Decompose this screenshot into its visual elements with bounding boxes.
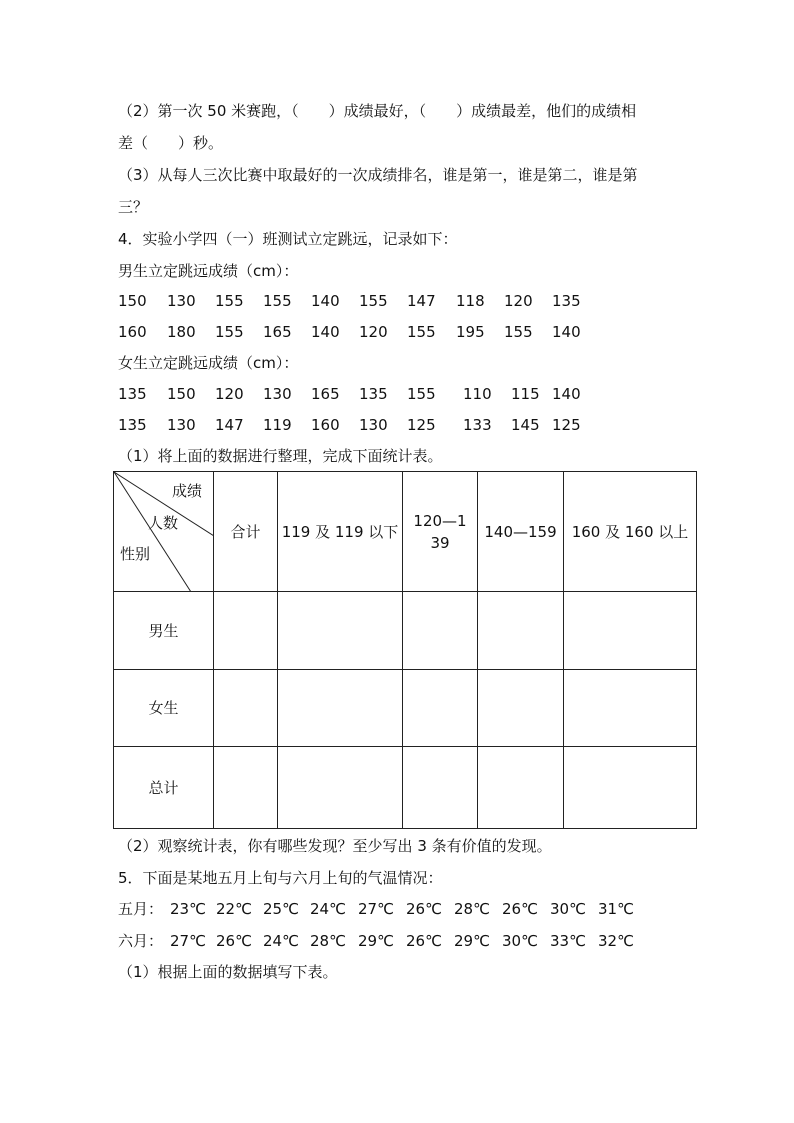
- score-cell: 120: [359, 323, 388, 341]
- table-cell[interactable]: [403, 592, 478, 670]
- header-119-and-below: 119 及 119 以下: [278, 472, 403, 592]
- statistics-table: [113, 471, 697, 829]
- score-cell: 125: [552, 416, 581, 434]
- score-cell: 125: [407, 416, 436, 434]
- temp-cell: 22℃: [216, 900, 252, 918]
- q4-task2: （2）观察统计表，你有哪些发现？至少写出 3 条有价值的发现。: [118, 837, 552, 855]
- table-cell[interactable]: [478, 592, 564, 670]
- boys-label: 男生立定跳远成绩（cm）：: [118, 262, 299, 280]
- table-row: [114, 592, 697, 670]
- score-cell: 180: [167, 323, 196, 341]
- temp-cell: 27℃: [358, 900, 394, 918]
- q3-part2-line1: （2）第一次 50 米赛跑，（ ）成绩最好，（ ）成绩最差，他们的成绩相: [118, 102, 637, 120]
- score-cell: 133: [463, 416, 492, 434]
- score-cell: 155: [359, 292, 388, 310]
- score-cell: 135: [118, 385, 147, 403]
- table-cell[interactable]: [214, 747, 278, 829]
- score-cell: 147: [215, 416, 244, 434]
- header-total: 合计: [214, 472, 278, 592]
- temp-cell: 31℃: [598, 900, 634, 918]
- q3-part2-line2: 差（ ）秒。: [118, 134, 224, 152]
- temp-cell: 30℃: [502, 932, 538, 950]
- table-cell[interactable]: [214, 592, 278, 670]
- score-cell: 120: [504, 292, 533, 310]
- q3-part3-line1: （3）从每人三次比赛中取最好的一次成绩排名，谁是第一，谁是第二，谁是第: [118, 166, 638, 184]
- table-cell[interactable]: [478, 747, 564, 829]
- score-cell: 135: [118, 416, 147, 434]
- score-cell: 160: [311, 416, 340, 434]
- score-cell: 165: [311, 385, 340, 403]
- table-cell[interactable]: [403, 670, 478, 747]
- temp-cell: 26℃: [216, 932, 252, 950]
- q5-title: 5．下面是某地五月上旬与六月上旬的气温情况：: [118, 869, 443, 887]
- table-cell[interactable]: [564, 592, 697, 670]
- score-cell: 155: [263, 292, 292, 310]
- june-label: 六月：: [118, 932, 164, 950]
- row-label-boys: 男生: [114, 592, 214, 670]
- row-label-girls: 女生: [114, 670, 214, 747]
- table-cell[interactable]: [478, 670, 564, 747]
- header-160-and-above: 160 及 160 以上: [564, 472, 697, 592]
- table-cell[interactable]: [278, 592, 403, 670]
- temp-cell: 30℃: [550, 900, 586, 918]
- temp-cell: 29℃: [358, 932, 394, 950]
- temp-cell: 32℃: [598, 932, 634, 950]
- table-cell[interactable]: [403, 747, 478, 829]
- may-label: 五月：: [118, 900, 164, 918]
- corner-label-count: 人数: [148, 514, 179, 532]
- temp-cell: 24℃: [263, 932, 299, 950]
- q5-task1: （1）根据上面的数据填写下表。: [118, 963, 338, 981]
- score-cell: 115: [511, 385, 540, 403]
- temp-cell: 26℃: [502, 900, 538, 918]
- score-cell: 135: [552, 292, 581, 310]
- score-cell: 195: [456, 323, 485, 341]
- table-corner-header: [114, 472, 214, 592]
- score-cell: 160: [118, 323, 147, 341]
- score-cell: 130: [167, 292, 196, 310]
- score-cell: 140: [311, 323, 340, 341]
- corner-label-gender: 性别: [120, 545, 151, 563]
- temp-cell: 29℃: [454, 932, 490, 950]
- header-140-159: 140—159: [478, 472, 564, 592]
- table-cell[interactable]: [564, 747, 697, 829]
- q3-part3-line2: 三？: [118, 198, 149, 216]
- score-cell: 155: [215, 323, 244, 341]
- temp-cell: 27℃: [170, 932, 206, 950]
- row-label-total: 总计: [114, 747, 214, 829]
- q4-title: 4．实验小学四（一）班测试立定跳远，记录如下：: [118, 230, 458, 248]
- score-cell: 155: [215, 292, 244, 310]
- score-cell: 110: [463, 385, 492, 403]
- q4-task1: （1）将上面的数据进行整理，完成下面统计表。: [118, 447, 443, 465]
- score-cell: 130: [167, 416, 196, 434]
- table-cell[interactable]: [278, 747, 403, 829]
- temp-cell: 28℃: [454, 900, 490, 918]
- score-cell: 150: [118, 292, 147, 310]
- temp-cell: 25℃: [263, 900, 299, 918]
- score-cell: 130: [359, 416, 388, 434]
- score-cell: 155: [504, 323, 533, 341]
- temp-cell: 26℃: [406, 900, 442, 918]
- temp-cell: 23℃: [170, 900, 206, 918]
- temp-cell: 28℃: [310, 932, 346, 950]
- temp-cell: 33℃: [550, 932, 586, 950]
- score-cell: 147: [407, 292, 436, 310]
- temp-cell: 24℃: [310, 900, 346, 918]
- table-cell[interactable]: [214, 670, 278, 747]
- score-cell: 130: [263, 385, 292, 403]
- score-cell: 155: [407, 385, 436, 403]
- score-cell: 120: [215, 385, 244, 403]
- score-cell: 140: [552, 323, 581, 341]
- score-cell: 145: [511, 416, 540, 434]
- header-120-139: 120—139: [403, 472, 478, 592]
- score-cell: 118: [456, 292, 485, 310]
- score-cell: 119: [263, 416, 292, 434]
- corner-label-score: 成绩: [172, 482, 203, 500]
- score-cell: 155: [407, 323, 436, 341]
- table-cell[interactable]: [278, 670, 403, 747]
- score-cell: 140: [311, 292, 340, 310]
- score-cell: 135: [359, 385, 388, 403]
- score-cell: 140: [552, 385, 581, 403]
- table-row: [114, 670, 697, 747]
- score-cell: 150: [167, 385, 196, 403]
- temp-cell: 26℃: [406, 932, 442, 950]
- table-row: [114, 747, 697, 829]
- girls-label: 女生立定跳远成绩（cm）：: [118, 354, 299, 372]
- score-cell: 165: [263, 323, 292, 341]
- table-cell[interactable]: [564, 670, 697, 747]
